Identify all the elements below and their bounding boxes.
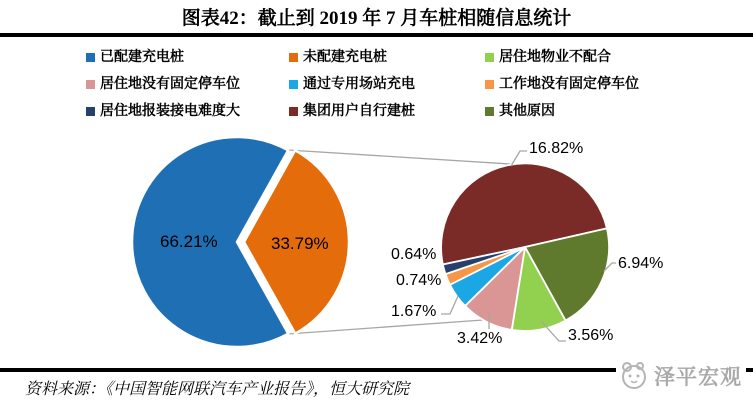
pie-label-group-user-self-build: 16.82% [529, 140, 584, 157]
breakdown-pie [441, 163, 609, 331]
pie-label-residence-no-fixed-parking: 3.42% [457, 330, 503, 347]
legend-label: 居住地物业不配合 [499, 49, 611, 65]
chart-title: 图表42：截止到 2019 年 7 月车桩相随信息统计 [181, 8, 572, 29]
pie-label-residence-property-uncooperative: 3.56% [568, 327, 614, 344]
connector-line-top [288, 150, 510, 164]
legend-label: 通过专用场站充电 [303, 76, 415, 92]
pie-label-dedicated-station-charging: 1.67% [391, 303, 437, 320]
pie-label-no-charging-pile: 33.79% [271, 234, 329, 253]
legend-label: 居住地没有固定停车位 [100, 76, 240, 92]
legend-label: 集团用户自行建桩 [303, 103, 415, 119]
connector-line-bottom [288, 320, 483, 334]
pie-label-other-reasons: 6.94% [618, 255, 664, 272]
source-note: 资料来源：《中国智能网联汽车产业报告》，恒大研究院 [25, 381, 410, 398]
legend-label: 工作地没有固定停车位 [499, 76, 639, 92]
watermark [616, 356, 746, 396]
pie-label-residence-power-connection-difficult: 0.64% [391, 246, 437, 263]
pie-label-built-charging-pile: 66.21% [160, 232, 218, 251]
legend-label: 居住地报装接电难度大 [100, 103, 240, 119]
legend-label: 已配建充电桩 [100, 49, 184, 65]
watermark-text: 泽平宏观 [654, 365, 742, 389]
legend-label: 未配建充电桩 [303, 49, 387, 65]
legend-label: 其他原因 [499, 103, 555, 119]
pie-label-workplace-no-fixed-parking: 0.74% [396, 272, 442, 289]
leader-line-1-67 [441, 296, 458, 314]
watermark-face-icon [620, 360, 650, 392]
